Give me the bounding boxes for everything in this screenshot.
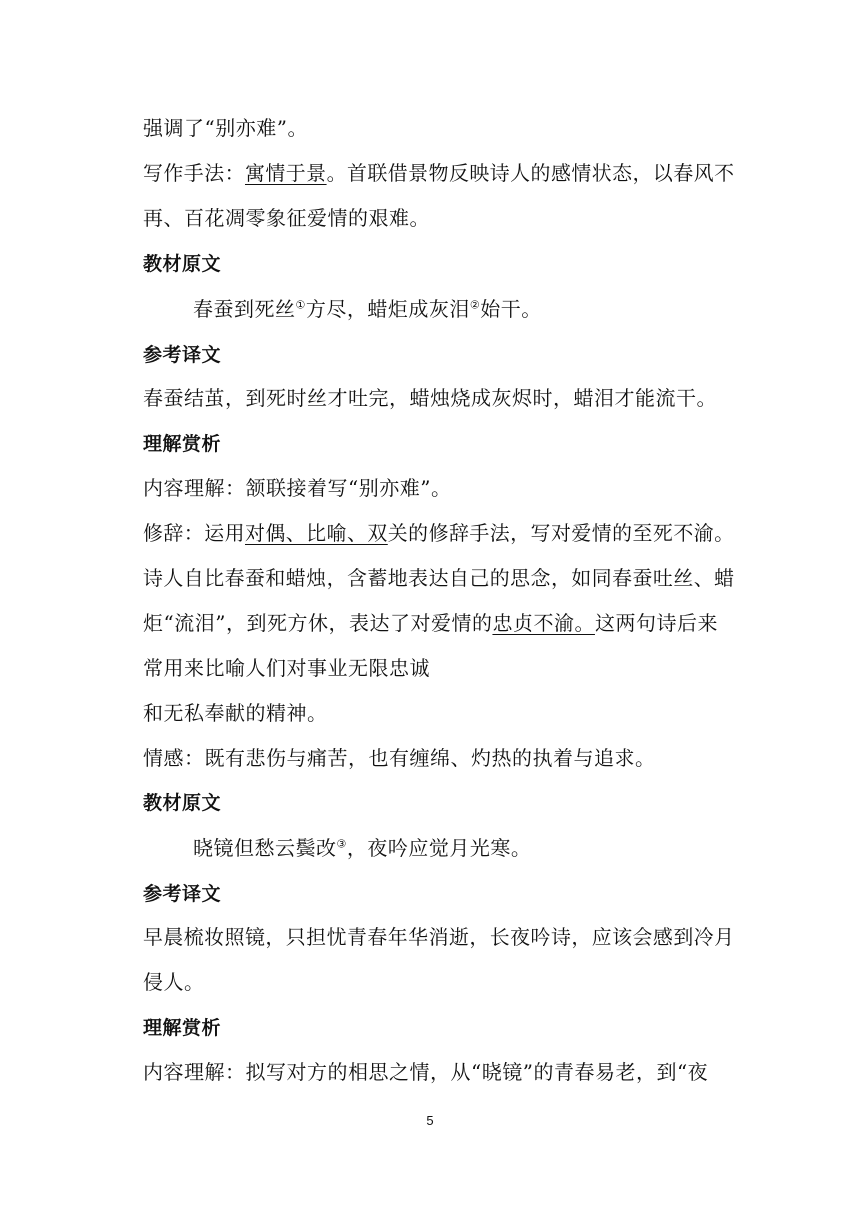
section-heading-original-text: 教材原文 [143,792,222,814]
underlined-phrase: 对偶、比喻、双 [244,521,388,545]
section-heading-analysis: 理解赏析 [143,1017,222,1039]
text-line: 写作手法：寓情于景。首联借景物反映诗人的感情状态，以春风不 [143,161,735,185]
text-line: 情感：既有悲伤与痛苦，也有缠绵、灼热的执着与追求。 [143,746,656,770]
text-line: 早晨梳妆照镜，只担忧青春年华消逝，长夜吟诗，应该会感到冷月 [143,925,735,949]
footnote-marker: ② [469,298,481,312]
footnote-marker: ③ [336,837,347,851]
section-heading-translation: 参考译文 [143,883,222,905]
text-line: 内容理解：颔联接着写“别亦难”。 [143,476,452,500]
page-number: 5 [426,1113,434,1128]
text-line: 内容理解：拟写对方的相思之情，从“晓镜”的青春易老，到“夜 [143,1060,709,1084]
text-line: 修辞：运用对偶、比喻、双关的修辞手法，写对爱情的至死不渝。 [143,521,735,545]
text-line: 春蚕结茧，到死时丝才吐完，蜡烛烧成灰烬时，蜡泪才能流干。 [143,386,717,410]
underlined-phrase: 忠贞不渝。 [492,611,595,635]
section-heading-original-text: 教材原文 [143,253,222,275]
text-line: 再、百花凋零象征爱情的艰难。 [143,206,430,230]
text-line: 诗人自比春蚕和蜡烛，含蓄地表达自己的思念，如同春蚕吐丝、蜡 [143,566,735,590]
section-heading-analysis: 理解赏析 [143,433,222,455]
footnote-marker: ① [295,298,306,312]
poem-line: 晓镜但愁云鬓改③，夜吟应觉月光寒。 [193,836,532,860]
text-line: 常用来比喻人们对事业无限忠诚 [143,656,430,680]
underlined-phrase: 寓情于景 [244,161,327,185]
poem-line: 春蚕到死丝①方尽，蜡炬成灰泪②始干。 [193,297,542,321]
text-line: 和无私奉献的精神。 [143,701,328,725]
text-line: 侵人。 [143,970,205,994]
text-line: 强调了“别亦难”。 [143,116,308,140]
text-line: 炬“流泪”，到死方休，表达了对爱情的忠贞不渝。这两句诗后来 [143,611,718,635]
section-heading-translation: 参考译文 [143,344,222,366]
